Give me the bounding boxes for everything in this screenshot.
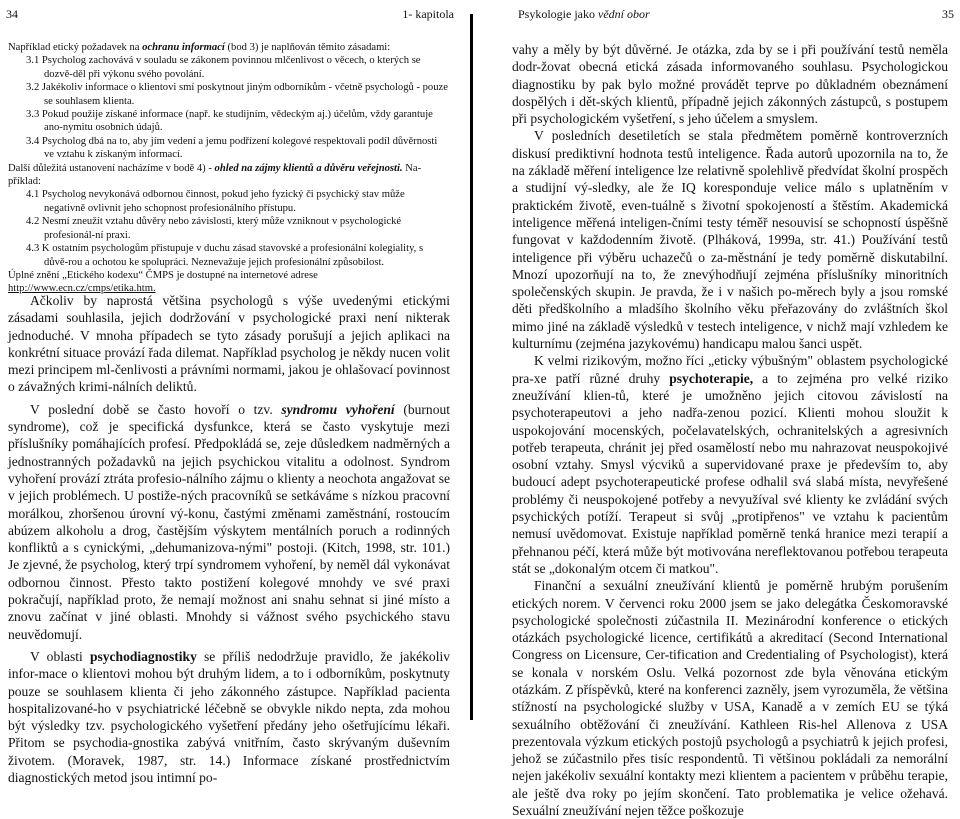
code-item-4-3: 4.3 K ostatním psychologům přistupuje v duchu zásad stavovské a profesionální kolegiality, s důvě-rou a ochotou ke spolupráci. Neznevažuje jejich profesionální způsobilost. bbox=[26, 243, 424, 268]
code-intro: Například etický požadavek na ochranu informací (bod 3) je naplňován těmito zásadami: bbox=[8, 42, 391, 53]
left-paragraph-1: Ačkoliv by naprostá většina psychologů s výše uvedenými etickými zásadami souhlasila, jejich dodržování v psychologické praxi není nikterak jednoduché. V mnoha případech se tyto zásady porušují a jejich aplikaci na konkrétní situace provází řada dilemat. Například psycholog je někdy nucen volit mezi principem ml-čenlivosti a právními normami, jakou je ohlašovací povinnost o závažných krimi-nálních deliktů. bbox=[8, 293, 450, 395]
right-running-header bbox=[492, 6, 954, 22]
right-page-number: 35 bbox=[942, 7, 954, 21]
right-body-text bbox=[512, 41, 948, 819]
left-running-header bbox=[6, 6, 454, 22]
code-item-3-3: 3.3 Pokud použije získané informace (např. ke studijním, vědeckým aj.) účelům, vždy garantuje ano-nymitu osobních údajů. bbox=[26, 109, 433, 134]
left-body-text bbox=[8, 292, 450, 786]
right-paragraph-3: K velmi rizikovým, možno říci „eticky výbušným" oblastem psychologické pra-xe patří různé druhy psychoterapie, a to zejména pro velké riziko zneužívání klien-tů, které je umožněno jejich citovou závislostí na psychoterapeutovi a jeho nadřa-zenou pozicí. Klienti mohou sloužit k uspokojování mocenských, počelavatelských, ochranitelských a agresivních potřeb terapeuta, chránit jej před osamělostí nebo mu nahrazovat neuspokojivé osobní vztahy. Smysl výcviků a supervidované praxe je především to, aby budoucí adept psychoterapeutické profese odhalil svá slabá místa, nevyřešené problémy či neuspokojené potřeby a nevyužíval své klienty ke zvládání svých psychických potíží. Terapeut si svůj „protipřenos" ve vztahu k pacientům nemusí uvědomovat. Existuje například poměrně tenká hranice mezi terapií a přehnanou péčí, která může být motivována nereflektovanou potřebou terapeuta stát se „dokonalým otcem či matkou". bbox=[512, 353, 948, 576]
code-item-3-2: 3.2 Jakékoliv informace o klientovi smí poskytnout jiným odborníkům - včetně psychologů - pouze se souhlasem klienta. bbox=[26, 82, 448, 107]
code-full-text-note: Úplné znění „Etického kodexu“ ČMPS je dostupné na internetové adrese http://www.ecn.cz/cmps/etika.htm. bbox=[8, 269, 318, 295]
page-divider bbox=[470, 14, 473, 720]
left-paragraph-3: V oblasti psychodiagnostiky se příliš nedodržuje pravidlo, že jakékoliv infor-mace o klientovi mohou být druhým lidem, a to i odborníkům, poskytnuty pouze se souhlasem klienta či jeho zákonného zástupce. Například pacienta hospitalizované-ho v psychiatrické léčebně se obvykle nikdo nepta, zda mohou být výsledky tzv. psychologického vyšetření předány jeho ošetřujícímu lékaři. Přitom se psychodia-gnostika zabývá vnitřním, často skrývaným duševním životem. (Moravek, 1987, str. 14.) Informace získané prostřednictvím diagnostických metod jsou intimní po- bbox=[8, 648, 450, 786]
ethics-code-link[interactable]: http://www.ecn.cz/cmps/etika.htm. bbox=[8, 283, 156, 295]
code-item-3-4: 3.4 Psycholog dbá na to, aby jím vedení a jemu podřízení kolegové respektovali podíl důvěrnosti ve vztahu k získaným informací. bbox=[26, 135, 438, 161]
right-paragraph-2: V posledních desetiletích se stala předmětem poměrně kontroverzních diskusí prediktivní hodnota testů inteligence. Řada autorů upozornila na to, že na základě měření inteligence lze relativně spolehlivě předvídat školní prospěch a studijní vý-sledky, ale že IQ koresponduje velice málo s uplatněním v praktickém životě, even-tuálně s životní spokojeností a štěstím. Akademická inteligence měřená inteligen-čními testy téměř nesouvisí se schopností úspěšně fungovat v každodenním životě. (Plháková, 1999a, str. 41.) Používání testů inteligence při výběru uchazečů o za-městnání je tedy poměrně diskutabilní. Mnozí upozorňují na to, že znevýhodňují zejména příslušníky minoritních společenských skupin. Je pravda, že i v našich po-měrech byly a jsou romské děti předškolního a mladšího školního věku přeřazovány do zvláštních škol mimo jiné na základě výsledků v testech inteligence, v nichž mají vzhledem ke kulturnímu (zejména jazykovému) handicapu malou šanci uspět. bbox=[512, 128, 948, 352]
right-chapter-label: Psykologie jako vědní obor bbox=[518, 7, 650, 21]
left-page-number: 34 bbox=[6, 7, 18, 21]
left-chapter-label: 1- kapitola bbox=[402, 7, 454, 21]
ethics-code-excerpt bbox=[8, 41, 448, 296]
right-page bbox=[486, 0, 960, 819]
code-item-3-1: 3.1 Psycholog zachovává v souladu se zákonem povinnou mlčenlivost o věcech, o kterých se dozvě-děl při výkonu svého povolání. bbox=[26, 55, 421, 80]
left-paragraph-2: V poslední době se často hovoří o tzv. syndromu vyhoření (burnout syndrome), což je specifická dysfunkce, která se často vyskytuje mezi příslušníky pomáhajících profesí. Předpokládá se, zeje důsledkem nadměrných a jednostranných požadavků na jejich psychickou vitalitu a odolnost. Syndrom vyhoření provází ztráta profesio-nálního zájmu o klienty a neochota angažovat se v jejich problémech. U postiže-ných pracovníků se setkáváme s nízkou pracovní morálkou, zhoršenou úrovní vý-konu, častými změnami zaměstnání, rostoucím abúzem alkoholu a drog, častějším výskytem mentálních poruch a rodinných konfliktů a s cynickými, „dehumanizova-nými" postoji. (Kitch, 1998, str. 101.) Je zjevné, že psycholog, který trpí syndromem vyhoření, by neměl dál vykonávat odbornou činnost. Přesto takto postižení kolegové mnohdy ve své praxi pokračují, například proto, že nemají možnost ani snahu sehnat si jiné místo a znovu začínat v jiné oblasti. Mnohdy si vážnost svého psychického stavu neuvědomují. bbox=[8, 401, 451, 642]
code-next-section: Další důležitá ustanovení nacházíme v bodě 4) - ohled na zájmy klientů a důvěru veřejnosti. Na-příklad: bbox=[8, 162, 422, 188]
burnout-term: syndromu vyhoření bbox=[281, 401, 395, 417]
code-item-4-1: 4.1 Psycholog nevykonává odbornou činnost, pokud jeho fyzický či psychický stav může negativně ovlivnit jeho schopnost profesionálního přístupu. bbox=[26, 189, 405, 214]
left-page bbox=[0, 0, 460, 786]
right-paragraph-1: vahy a měly by být důvěrné. Je otázka, zda by se i při používání testů neměla dodr-žovat obecná etická zásada informovaného souhlasu. Psychologickou diagnostiku by pak bylo možné provádět teprve po důkladném obeznámení dospělých i dět-ských klientů, případně jejich zákonných zástupců, s postupem při psychologickém vyšetření, s jeho účelem a smyslem. bbox=[512, 42, 948, 127]
right-paragraph-4: Finanční a sexuální zneužívání klientů je poměrně hrubým porušením etických norem. V červenci roku 2000 jsem se jako delegátka Českomoravské psychologické společnosti zúčastnila II. Mezinárodní konference o etických otázkách psychologické licence, certifikátů a akreditací (Second International Congress on Licensure, Cer-tification and Credentialing of Psychologist), která se konala v norském Oslu. Velká pozornost zde byla věnována etickým otázkám. Z příspěvků, které na konferenci zazněly, jsem vyrozuměla, že většina stížností na psychologické služby v USA, Kanadě a v zemích EU se týká sexuálního obtěžování či zneužívání. Kathleen Ris-hel Allenova z USA prezentovala výzkum etických postojů psychologů a psychiatrů k jejich profesi, jehož se zúčastnilo přes tisíc respondentů. Ti většinou pokládali za nemorální nejen jakékoliv sexuální kontakty mezi klientem a pacientem v průběhu terapie, ale ještě dva roky po jejím skončení. Tato problematika je velice ožehavá. Sexuální zneužívání nejen těžce poškozuje bbox=[512, 578, 948, 819]
psychotherapy-term: psychoterapie, bbox=[669, 370, 754, 386]
code-item-4-2: 4.2 Nesmí zneužít vztahu důvěry nebo závislosti, který může vzniknout v psychologické profesionál-ní praxi. bbox=[26, 216, 402, 241]
psychodiagnostics-term: psychodiagnostiky bbox=[89, 648, 197, 664]
